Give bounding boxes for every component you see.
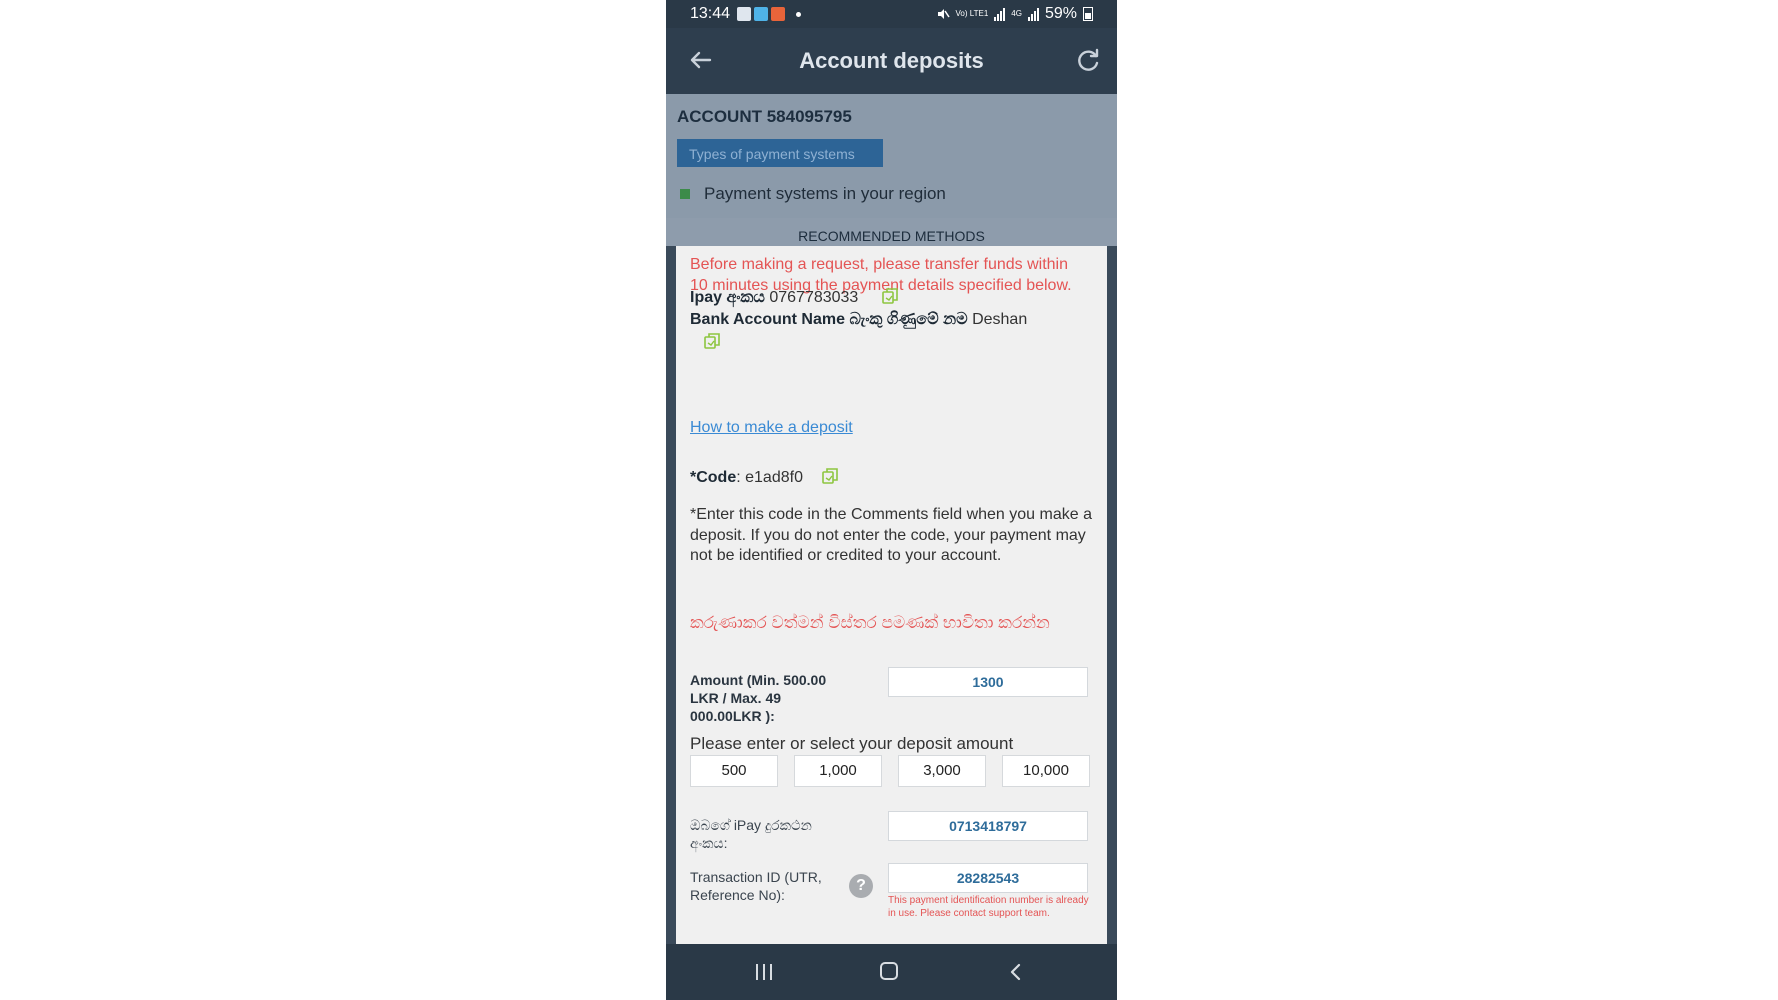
- message-icon: [737, 7, 751, 21]
- ipay-number: 0767783033: [769, 289, 859, 306]
- status-right: [936, 5, 1093, 23]
- mute-icon: [936, 7, 950, 21]
- page-title: Account deposits: [799, 48, 984, 73]
- app-notification-icon-2: [771, 7, 785, 21]
- notification-icons: [737, 7, 801, 21]
- home-icon[interactable]: [880, 962, 898, 980]
- amount-label: Amount (Min. 500.00 LKR / Max. 49 000.00LKR ):: [690, 672, 827, 724]
- help-icon[interactable]: ?: [849, 874, 873, 898]
- ipay-row: [690, 287, 899, 307]
- bank-name-label: Bank Account Name බැංකු ගිණුමේ නම: [690, 311, 968, 328]
- amount-option-3000[interactable]: 3,000: [898, 755, 986, 787]
- app-notification-icon: [754, 7, 768, 21]
- network-label: Vo) LTE1: [955, 9, 989, 18]
- code-label: *Code: [690, 469, 737, 486]
- status-time: 13:44: [690, 5, 731, 22]
- deposit-form-card: [676, 246, 1107, 944]
- code-instructions: *Enter this code in the Comments field when you make a deposit. If you do not enter the code, your payment may not be identified or credited to your account.: [690, 506, 1092, 564]
- amount-options: [690, 755, 1090, 787]
- code-row: [690, 467, 839, 487]
- system-nav-bar: [666, 944, 1117, 1000]
- amount-hint: Please enter or select your deposit amount: [690, 734, 1014, 753]
- status-bar: [666, 0, 1117, 28]
- recommended-methods-heading: RECOMMENDED METHODS: [666, 218, 1117, 246]
- amount-option-10000[interactable]: 10,000: [1002, 755, 1090, 787]
- code-value: : e1ad8f0: [736, 469, 803, 486]
- amount-input[interactable]: 1300: [888, 667, 1088, 697]
- copy-bank-name-icon[interactable]: [703, 332, 721, 350]
- amount-option-1000[interactable]: 1,000: [794, 755, 882, 787]
- bank-name-row: [690, 309, 1100, 330]
- account-section: [666, 94, 1117, 218]
- transfer-warning: Before making a request, please transfer funds within 10 minutes using the payment details specified below.: [690, 256, 1072, 294]
- sinhala-notice: කරුණාකර වත්මන් විස්තර පමණක් භාවිතා කරන්න: [690, 613, 1050, 632]
- ipay-label: Ipay අංකය: [690, 289, 765, 306]
- amount-option-500[interactable]: 500: [690, 755, 778, 787]
- payment-region-filter[interactable]: [680, 184, 946, 204]
- signal-icon-2: [1028, 8, 1039, 21]
- bank-name-value: Deshan: [972, 311, 1028, 328]
- more-notifications-dot: [796, 12, 801, 17]
- copy-icon[interactable]: [881, 287, 899, 305]
- signal-icon: [994, 8, 1005, 21]
- account-number: ACCOUNT 584095795: [677, 107, 852, 126]
- transaction-id-input[interactable]: 28282543: [888, 863, 1088, 893]
- refresh-icon[interactable]: [1073, 45, 1103, 75]
- recent-apps-icon[interactable]: [756, 964, 772, 980]
- data-label: 4G: [1011, 9, 1022, 18]
- app-header: [666, 28, 1117, 94]
- phone-screen: [666, 0, 1117, 1000]
- battery-icon: [1083, 7, 1093, 21]
- types-of-payment-systems-button[interactable]: Types of payment systems: [677, 139, 883, 167]
- how-to-deposit-link[interactable]: How to make a deposit: [690, 419, 853, 436]
- battery-percent: 59%: [1044, 5, 1077, 22]
- back-chevron-icon[interactable]: [1008, 963, 1024, 981]
- ipay-phone-input[interactable]: 0713418797: [888, 811, 1088, 841]
- transaction-id-label: Transaction ID (UTR, Reference No):: [690, 869, 822, 903]
- copy-code-icon[interactable]: [821, 467, 839, 485]
- region-label: Payment systems in your region: [704, 184, 946, 203]
- transaction-id-error: This payment identification number is already in use. Please contact support team.: [888, 895, 1089, 919]
- ipay-phone-label: ඔබගේ iPay දුරකථන අංකය:: [690, 817, 812, 851]
- region-indicator-icon: [680, 189, 690, 199]
